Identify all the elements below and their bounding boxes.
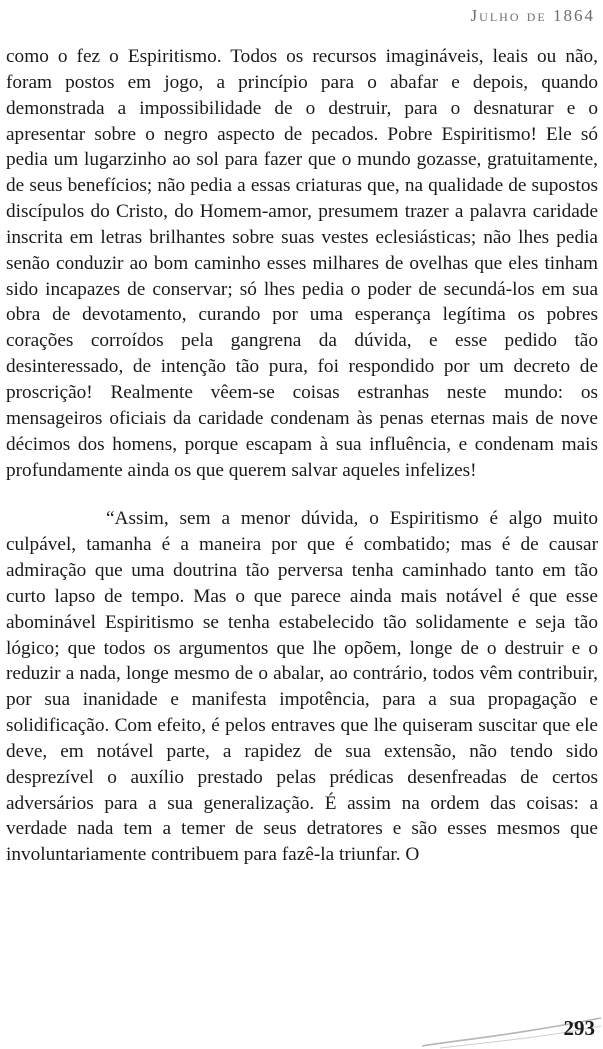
paragraph-1: como o fez o Espiritismo. Todos os recursos imagináveis, leais ou não, foram postos em jogo, a princípio para o abafar e depois, quando demonstrada a impossibilidade de o destruir, para o desnaturar e o apresentar sobre o negro aspecto de pecados. Pobre Espiritismo! Ele só pedia um lugarzinho ao sol para fazer que o mundo gozasse, gratuitamente, de seus benefícios; não pedia a essas criaturas que, na qualidade de supostos discípulos do Cristo, do Homem-amor, presumem trazer a palavra caridade inscrita em letras brilhantes sobre suas vestes eclesiásticas; não lhes pedia senão conduzir ao bom caminho esses milhares de ovelhas que eles tinham sido incapazes de conservar; só lhes pedia o poder de secundá-los em sua obra de devotamento, curando por uma esperança legítima os pobres corações corroídos pela gangrena da dúvida, e esse pedido tão desinteressado, de intenção tão pura, foi respondido por um decreto de proscrição! Realmente vêem-se coisas estranhas neste mundo: os mensageiros oficiais da caridade condenam às penas eternas mais de nove décimos dos homens, porque escapam à sua influência, e condenam mais profundamente ainda os que querem salvar aqueles infelizes! [6, 46, 598, 481]
paragraph-2: “Assim, sem a menor dúvida, o Espiritismo é algo muito culpável, tamanha é a maneira por que é combatido; mas é de causar admiração que uma doutrina tão perversa tenha caminhado tanto em tão curto lapso de tempo. Mas o que parece ainda mais notável é que esse abominável Espiritismo se tenha estabelecido tão solidamente e seja tão lógico; que todos os argumentos que lhe opõem, longe de o destruir e o reduzir a nada, longe mesmo de o abalar, ao contrário, todos vêm contribuir, por sua inanidade e manifesta impotência, para a sua propagação e solidificação. Com efeito, é pelos entraves que lhe quiseram suscitar que ele deve, em notável parte, a rapidez de sua extensão, não tendo sido desprezível o auxílio prestado pelas prédicas desenfreadas de certos adversários para a sua generalização. É assim na ordem das coisas: a verdade nada tem a temer de seus detratores e são esses mesmos que involuntariamente contribuem para fazê-la triunfar. O [6, 508, 598, 866]
page-number: 293 [563, 1016, 595, 1040]
body-text [6, 44, 598, 868]
running-header: Julho de 1864 [470, 6, 595, 25]
